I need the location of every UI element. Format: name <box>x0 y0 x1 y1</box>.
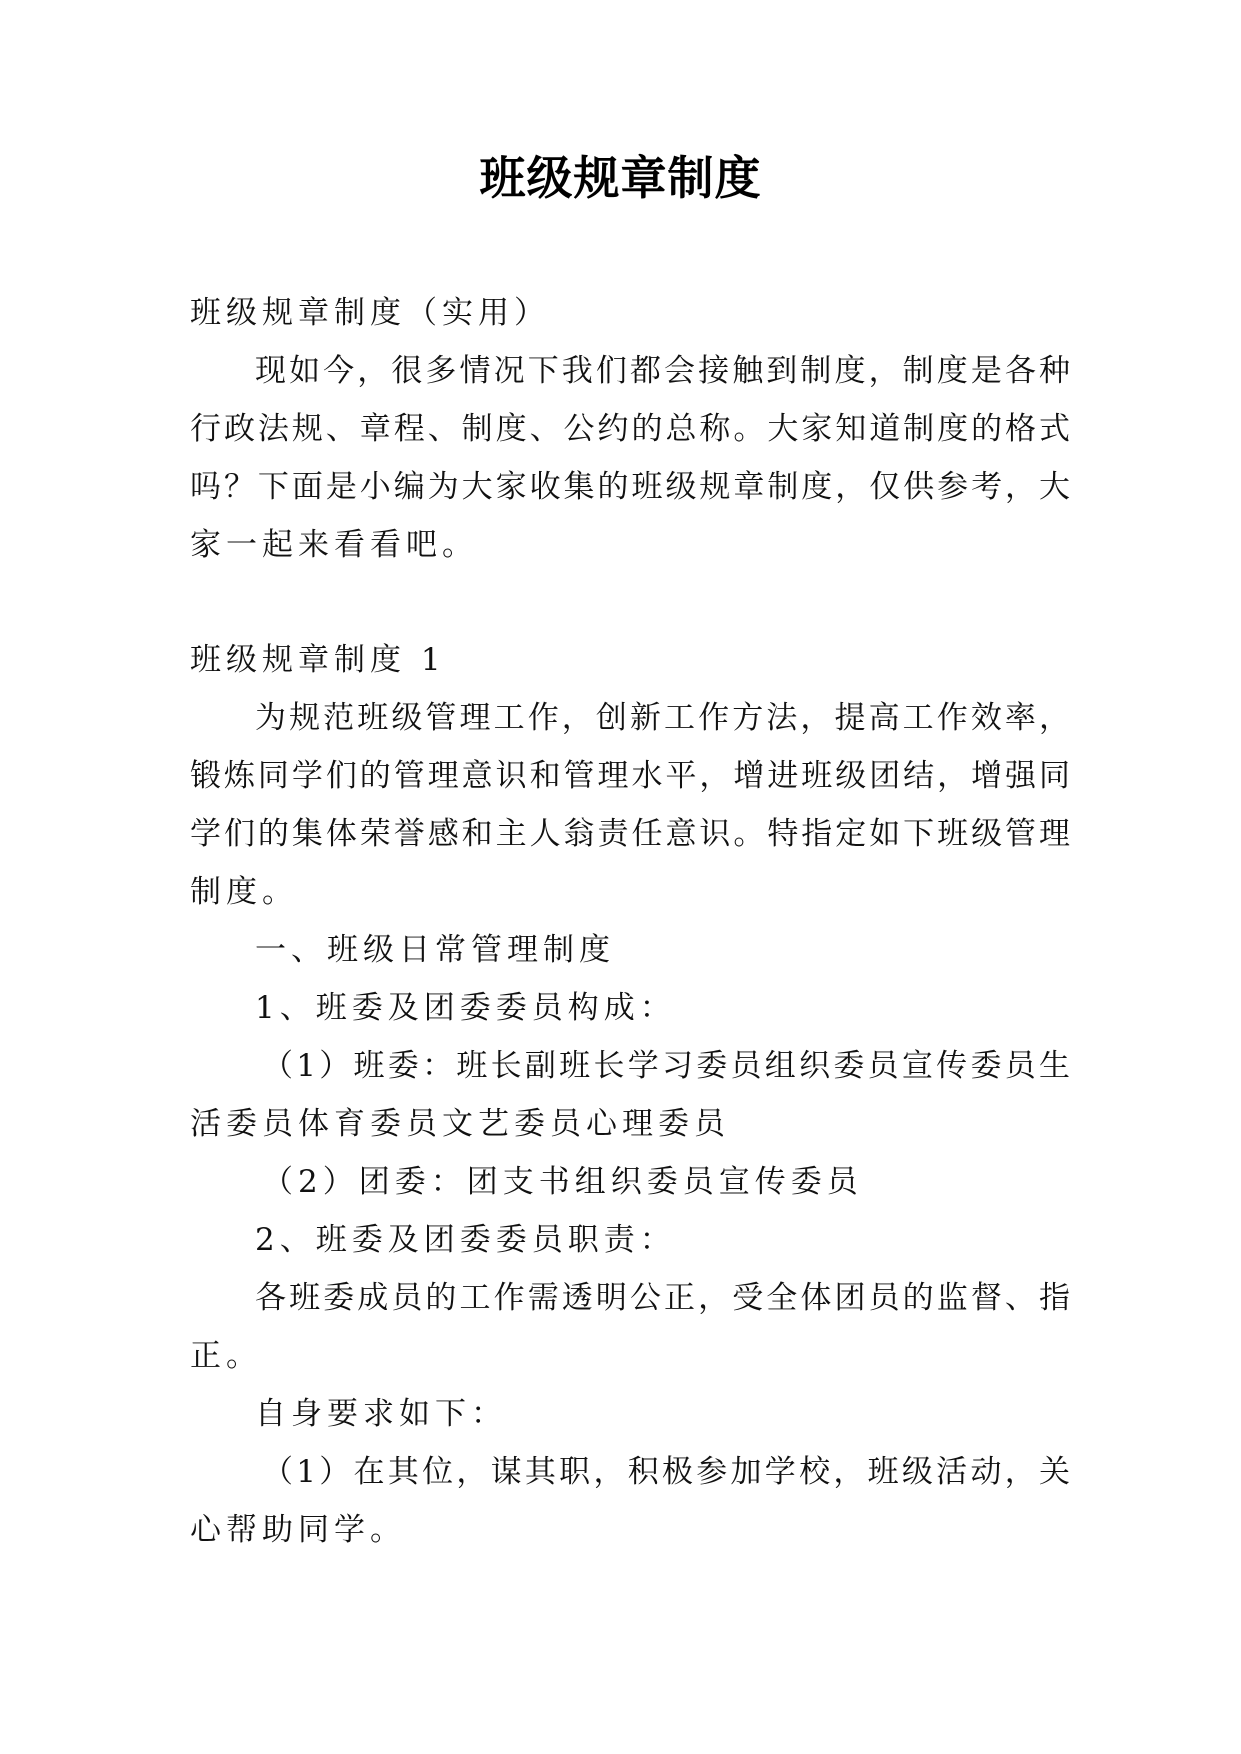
section-heading: 班级规章制度 1 <box>190 642 446 678</box>
paragraph-line: 制度。 <box>190 874 298 910</box>
subtitle-line: 班级规章制度（实用） <box>190 295 550 331</box>
paragraph-line: 活委员体育委员文艺委员心理委员 <box>190 1106 730 1142</box>
paragraph-line: （1）班委：班长副班长学习委员组织委员宣传委员生 <box>262 1048 1070 1084</box>
paragraph-line: 自身要求如下： <box>255 1396 507 1432</box>
paragraph-line: 各班委成员的工作需透明公正，受全体团员的监督、指 <box>255 1280 1070 1316</box>
paragraph-line: 一、班级日常管理制度 <box>255 932 615 968</box>
document-title: 班级规章制度 <box>479 151 762 205</box>
paragraph-line: （2）团委：团支书组织委员宣传委员 <box>262 1164 863 1200</box>
paragraph-line: 为规范班级管理工作，创新工作方法，提高工作效率， <box>255 700 1070 736</box>
paragraph-line: 行政法规、章程、制度、公约的总称。大家知道制度的格式 <box>190 411 1070 447</box>
paragraph-line: 锻炼同学们的管理意识和管理水平，增进班级团结，增强同 <box>190 758 1070 794</box>
paragraph-line: 吗？下面是小编为大家收集的班级规章制度，仅供参考，大 <box>190 469 1070 505</box>
paragraph-line: 家一起来看看吧。 <box>190 527 478 563</box>
paragraph-line: 现如今，很多情况下我们都会接触到制度，制度是各种 <box>255 353 1070 389</box>
paragraph-line: 正。 <box>190 1338 262 1374</box>
paragraph-line: 学们的集体荣誉感和主人翁责任意识。特指定如下班级管理 <box>190 816 1070 852</box>
paragraph-line: 2、班委及团委委员职责： <box>255 1222 676 1258</box>
paragraph-line: 心帮助同学。 <box>190 1512 406 1548</box>
paragraph-line: 1、班委及团委委员构成： <box>255 990 676 1026</box>
paragraph-line: （1）在其位，谋其职，积极参加学校，班级活动，关 <box>262 1454 1070 1490</box>
